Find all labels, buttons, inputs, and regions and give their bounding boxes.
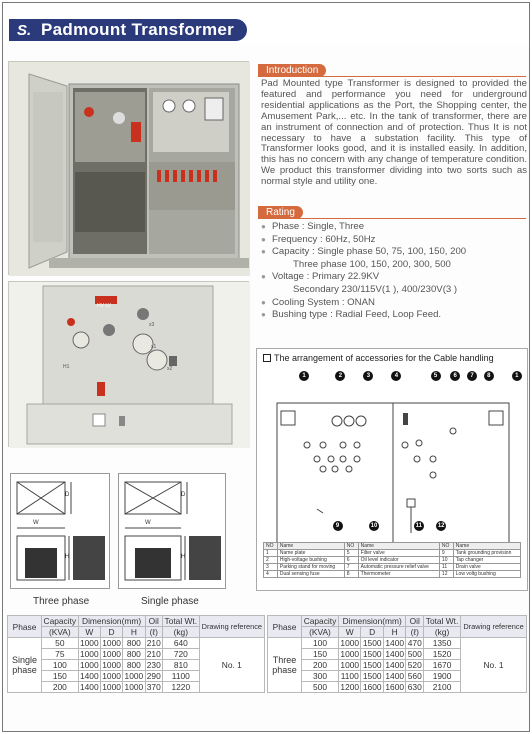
spec-cell: 800 [123,649,145,660]
rating-list [261,221,527,322]
page [2,2,530,732]
spec-cell: 1100 [162,671,199,682]
front-panel-photo [8,281,249,447]
spec-cell: 75 [42,649,79,660]
legend-cell: Filter valve [358,550,439,557]
spec-cell: 150 [42,671,79,682]
legend-cell: Tank grounding provision [453,550,520,557]
legend-cell: 11 [439,564,453,571]
rating-line-text: Cooling System : ONAN [272,296,375,308]
legend-cell: Dual sensing fuse [277,571,344,578]
callout-marker: 9 [333,521,343,531]
x3-label: x3 [149,322,155,328]
total-weight-header: Total Wt. [162,616,199,627]
legend-row [264,564,521,571]
callout-marker: 3 [363,371,373,381]
legend-cell: 2 [264,557,278,564]
accessory-legend [263,542,521,578]
x2-label: x2 [167,366,173,372]
legend-row [264,557,521,564]
spec-cell: 1900 [424,671,461,682]
spec-cell: 1200 [340,682,360,692]
spec-cell: 1000 [124,682,144,692]
legend-cell: Tap changer [453,557,520,564]
rating-line-text: Capacity : Single phase 50, 75, 100, 150, 200 [272,246,467,258]
bullet-icon: ● [261,310,266,320]
spec-cell: 1400 [385,638,405,648]
legend-cell: 6 [344,557,358,564]
oil-header: Oil [145,616,162,627]
spec-cell: 50 [42,638,79,649]
unit-header: W [338,627,360,638]
bullet-icon: ● [261,297,266,307]
dim-d-label: D [65,492,70,498]
intro-paragraph: Pad Mounted type Transformer is designed to provided the featured and performance you need for underground residential applications as the Port, the Shopping center, the Amusement Park,... etc. In the tank of transformer, there are an instrument of connection and of protection. Thus It is not necessary to have a substation facility. This type of Transformer looks good, and it is installed easily. In addition, this has no concern with any change of temperature condition. We product this transformer dividing into two sorts such as normal style and utility one. [261,78,527,188]
rating-line-text: Voltage : Primary 22.9KV [272,271,380,283]
spec-cell: 1500 [362,638,382,648]
spec-cell: 200 [302,660,339,671]
spec-cell: 1500 [362,671,382,681]
spec-cell: 1350 [424,638,461,649]
three-phase-drawing [10,473,110,589]
rating-line-text: Frequency : 60Hz, 50Hz [272,233,376,245]
legend-cell: 5 [344,550,358,557]
spec-cell: 500 [407,649,422,659]
spec-cell: 300 [302,671,339,682]
rating-line [261,284,527,297]
dim-w-label-single: W [145,520,151,526]
spec-cell: 1600 [385,682,405,692]
unit-header: H [123,627,145,638]
spec-cell: 470 [407,638,422,648]
bullet-icon: ● [261,222,266,231]
spec-cell: 230 [146,660,161,670]
spec-cell: 1000 [102,660,121,670]
spec-cell: 1520 [424,649,461,660]
spec-cell: 150 [302,649,339,660]
legend-cell: Drain valve [453,564,520,571]
callout-marker: 6 [450,371,460,381]
hv-lv-tag: HV LV [97,303,112,309]
legend-cell: Thermometer [358,571,439,578]
phase-cell: Single phase [8,638,42,693]
legend-header-cell: Name [453,543,520,550]
callout-marker: 1 [299,371,309,381]
spec-cell: 1400 [385,660,405,670]
unit-header: (ℓ) [406,627,424,638]
diagram-title [263,353,494,363]
company-logo-icon: S. [17,22,32,39]
unit-header: H [383,627,405,638]
legend-cell: 4 [264,571,278,578]
spec-cell: 2100 [424,682,461,693]
spec-cell: 720 [162,649,199,660]
legend-header-cell: NO [439,543,453,550]
spec-cell: 1500 [362,649,382,659]
spec-cell: 520 [407,660,422,670]
legend-cell: Name plate [277,550,344,557]
rating-rule [258,218,526,219]
table-row [8,638,265,649]
legend-cell: 10 [439,557,453,564]
unit-header: (KVA) [302,627,339,638]
spec-cell: 1400 [385,649,405,659]
spec-cell: 1000 [102,682,121,692]
unit-header: D [361,627,383,638]
dim-h-label-single: H [181,554,186,560]
legend-cell: 1 [264,550,278,557]
spec-cell: 1100 [338,671,360,682]
bullet-icon: ● [261,247,266,257]
unit-header: (KVA) [42,627,79,638]
legend-header-cell: Name [358,543,439,550]
callout-marker: 2 [335,371,345,381]
cable-accessory-diagram [256,348,528,591]
unit-header: D [100,627,122,638]
single-phase-caption: Single phase [141,596,199,607]
dim-h-label: H [65,554,70,560]
phase-header: Phase [268,616,302,638]
spec-cell: 1000 [79,649,99,659]
rating-line [261,259,527,272]
legend-header-cell: NO [264,543,278,550]
spec-cell: 640 [162,638,199,649]
legend-header-cell: NO [344,543,358,550]
spec-cell: 630 [407,682,422,692]
legend-cell: 7 [344,564,358,571]
capacity-header: Capacity [42,616,79,627]
unit-header: (kg) [424,627,461,638]
spec-cell: 1600 [362,682,382,692]
spec-cell: 1000 [102,638,121,648]
diagram-title-text: The arrangement of accessories for the Cable handling [274,353,494,363]
legend-cell: 9 [439,550,453,557]
spec-cell: 100 [42,660,79,671]
intro-heading: Introduction [258,64,326,77]
rating-line [261,271,527,284]
legend-cell: Automatic pressure relief valve [358,564,439,571]
dimension-header: Dimension(mm) [338,616,405,627]
spec-cell: 370 [146,682,161,692]
x1-label: x1 [151,344,157,350]
legend-cell: Oil level indicator [358,557,439,564]
rating-line [261,234,527,247]
spec-cell: 1500 [362,660,382,670]
unit-header: (ℓ) [145,627,162,638]
spec-cell: 210 [146,638,161,648]
unit-header: W [78,627,100,638]
photo-mark: H1 [63,364,70,370]
callout-marker: 10 [370,523,378,529]
drawing-ref-cell: No. 1 [461,638,527,693]
rating-line-text: Three phase 100, 150, 200, 300, 500 [293,258,451,270]
bullet-icon: ● [261,234,266,244]
dimension-header: Dimension(mm) [78,616,145,627]
capacity-header: Capacity [302,616,339,627]
legend-cell: High-voltage bushing [277,557,344,564]
unit-header: (kg) [162,627,199,638]
page-title: Padmount Transformer [41,20,235,39]
spec-cell: 1000 [340,660,360,670]
spec-cell: 500 [302,682,339,693]
intro-rule [258,76,526,77]
spec-cell: 560 [407,671,422,681]
spec-cell: 1220 [162,682,199,693]
spec-cell: 1000 [79,660,99,670]
legend-cell: 12 [439,571,453,578]
spec-cell: 1000 [79,638,99,648]
legend-cell: 3 [264,564,278,571]
spec-cell: 800 [123,638,145,649]
rating-line-text: Bushing type : Radial Feed, Loop Feed. [272,309,442,321]
rating-line-text: Phase : Single, Three [272,221,365,232]
three-phase-spec-table [267,615,527,693]
callout-marker: 7 [467,371,477,381]
spec-cell: 1400 [385,671,405,681]
callout-marker: 11 [415,523,422,529]
callout-marker: 5 [431,371,441,381]
spec-cell: 1400 [79,671,99,681]
callout-marker: 4 [391,371,401,381]
spec-cell: 1000 [340,638,360,648]
callout-marker: 1 [512,371,522,381]
oil-header: Oil [406,616,424,627]
spec-cell: 100 [302,638,339,649]
spec-cell: 200 [42,682,79,693]
spec-cell: 1000 [102,671,121,681]
callout-marker: 8 [484,371,494,381]
dim-w-label: W [33,520,39,526]
phase-cell: Three phase [268,638,302,693]
dim-d-label-single: D [181,492,186,498]
spec-cell: 1400 [79,682,99,692]
rating-heading: Rating [258,206,303,219]
rating-line [261,246,527,259]
single-phase-spec-table [7,615,265,693]
table-row [268,638,527,649]
legend-cell: Low voltg bushing [453,571,520,578]
rating-line-text: Secondary 230/115V(1 ), 400/230V(3 ) [293,283,458,295]
rating-line [261,309,527,322]
spec-cell: 1000 [340,649,360,659]
total-weight-header: Total Wt. [424,616,461,627]
checkbox-square-icon [263,354,271,362]
spec-cell: 290 [146,671,161,681]
three-phase-caption: Three phase [33,596,90,607]
spec-cell: 210 [146,649,161,659]
legend-header-cell: Name [277,543,344,550]
spec-cell: 1670 [424,660,461,671]
single-phase-drawing [118,473,226,589]
rating-line [261,297,527,310]
spec-cell: 1000 [124,671,144,681]
callout-marker: 12 [437,523,445,529]
phase-header: Phase [8,616,42,638]
drawing-ref-header: Drawing reference [461,616,527,638]
legend-row [264,550,521,557]
spec-cell: 800 [123,660,145,671]
rating-line [261,221,527,234]
banner [3,3,529,43]
drawing-ref-header: Drawing reference [199,616,264,638]
bullet-icon: ● [261,272,266,282]
drawing-ref-cell: No. 1 [199,638,264,693]
open-cabinet-photo [8,61,249,275]
legend-row [264,571,521,578]
legend-cell: 8 [344,571,358,578]
spec-cell: 1000 [102,649,121,659]
spec-cell: 810 [162,660,199,671]
legend-cell: Parking stand for moving [277,564,344,571]
